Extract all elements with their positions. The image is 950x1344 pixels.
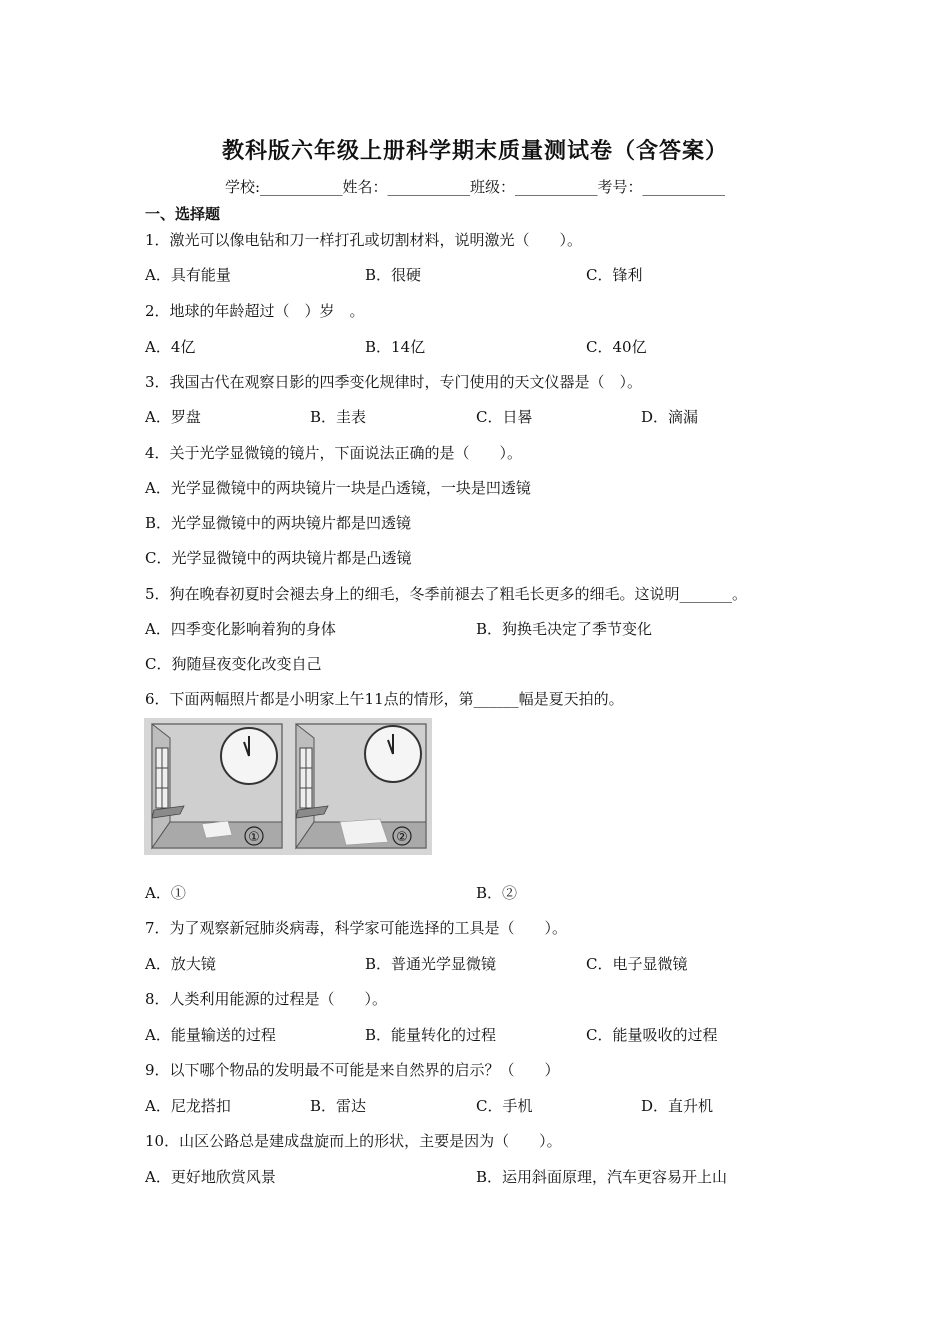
- question-9-option-d: D．直升机: [641, 1097, 714, 1115]
- room-photos-figure: [144, 718, 432, 855]
- question-7-option-c: C．电子显微镜: [586, 955, 688, 973]
- question-6-stem: 6．下面两幅照片都是小明家上午11点的情形，第______幅是夏天拍的。: [145, 690, 624, 708]
- name-field: 姓名：___________: [342, 178, 471, 196]
- question-7-option-a: A．放大镜: [145, 955, 216, 973]
- question-2-option-b: B．14亿: [365, 338, 426, 356]
- photo-2: [296, 724, 426, 848]
- question-1-stem: 1．激光可以像电钻和刀一样打孔或切割材料，说明激光（ ）。: [145, 231, 583, 249]
- question-1-option-a: A．具有能量: [145, 266, 231, 284]
- question-1-option-c: C．锋利: [586, 266, 643, 284]
- section-heading: 一、选择题: [145, 205, 221, 223]
- question-9-option-a: A．尼龙搭扣: [145, 1097, 231, 1115]
- question-3-option-b: B．圭表: [310, 408, 367, 426]
- question-10-option-b: B．运用斜面原理，汽车更容易开上山: [476, 1168, 728, 1186]
- question-4-option-b: B．光学显微镜中的两块镜片都是凹透镜: [145, 514, 412, 532]
- question-7-option-b: B．普通光学显微镜: [365, 955, 497, 973]
- question-9-option-b: B．雷达: [310, 1097, 367, 1115]
- exam-number-field: 考号：___________: [597, 178, 726, 196]
- question-5-option-a: A．四季变化影响着狗的身体: [145, 620, 336, 638]
- question-8-option-c: C．能量吸收的过程: [586, 1026, 718, 1044]
- question-2-option-a: A．4亿: [145, 338, 196, 356]
- question-10-option-a: A．更好地欣赏风景: [145, 1168, 276, 1186]
- question-2-option-c: C．40亿: [586, 338, 647, 356]
- question-4-option-a: A．光学显微镜中的两块镜片一块是凸透镜，一块是凹透镜: [145, 479, 531, 497]
- page-title: 教科版六年级上册科学期末质量测试卷（含答案）: [221, 139, 728, 164]
- photo-1: [152, 724, 282, 848]
- question-3-option-a: A．罗盘: [145, 408, 201, 426]
- question-3-stem: 3．我国古代在观察日影的四季变化规律时，专门使用的天文仪器是（ ）。: [145, 373, 643, 391]
- question-3-option-d: D．滴漏: [641, 408, 699, 426]
- question-6-option-a: A．①: [145, 884, 186, 902]
- question-8-stem: 8．人类利用能源的过程是（ ）。: [145, 990, 388, 1008]
- sunlight-patch-large: [340, 819, 388, 845]
- question-6-option-b: B．②: [476, 884, 518, 902]
- photo-2-label: ②: [396, 830, 408, 845]
- question-5-stem: 5．狗在晚春初夏时会褪去身上的细毛，冬季前褪去了粗毛长更多的细毛。这说明_______。: [145, 585, 748, 603]
- question-2-stem: 2．地球的年龄超过（ ）岁 。: [145, 302, 365, 320]
- question-5-option-b: B．狗换毛决定了季节变化: [476, 620, 653, 638]
- question-10-stem: 10．山区公路总是建成盘旋而上的形状，主要是因为（ ）。: [145, 1132, 562, 1150]
- sunlight-patch-small: [202, 821, 232, 838]
- student-info-line: [0, 176, 950, 197]
- question-7-stem: 7．为了观察新冠肺炎病毒，科学家可能选择的工具是（ ）。: [145, 919, 568, 937]
- question-4-option-c: C．光学显微镜中的两块镜片都是凸透镜: [145, 549, 412, 567]
- question-3-option-c: C．日晷: [476, 408, 533, 426]
- question-5-option-c: C．狗随昼夜变化改变自己: [145, 655, 322, 673]
- question-4-stem: 4．关于光学显微镜的镜片，下面说法正确的是（ ）。: [145, 444, 523, 462]
- school-field: 学校:___________: [224, 178, 343, 196]
- question-1-option-b: B．很硬: [365, 266, 422, 284]
- question-9-stem: 9．以下哪个物品的发明最不可能是来自然界的启示？（ ）: [145, 1061, 560, 1079]
- photo-1-label: ①: [248, 830, 260, 845]
- question-8-option-b: B．能量转化的过程: [365, 1026, 497, 1044]
- question-8-option-a: A．能量输送的过程: [145, 1026, 276, 1044]
- class-field: 班级：___________: [470, 178, 598, 196]
- question-9-option-c: C．手机: [476, 1097, 533, 1115]
